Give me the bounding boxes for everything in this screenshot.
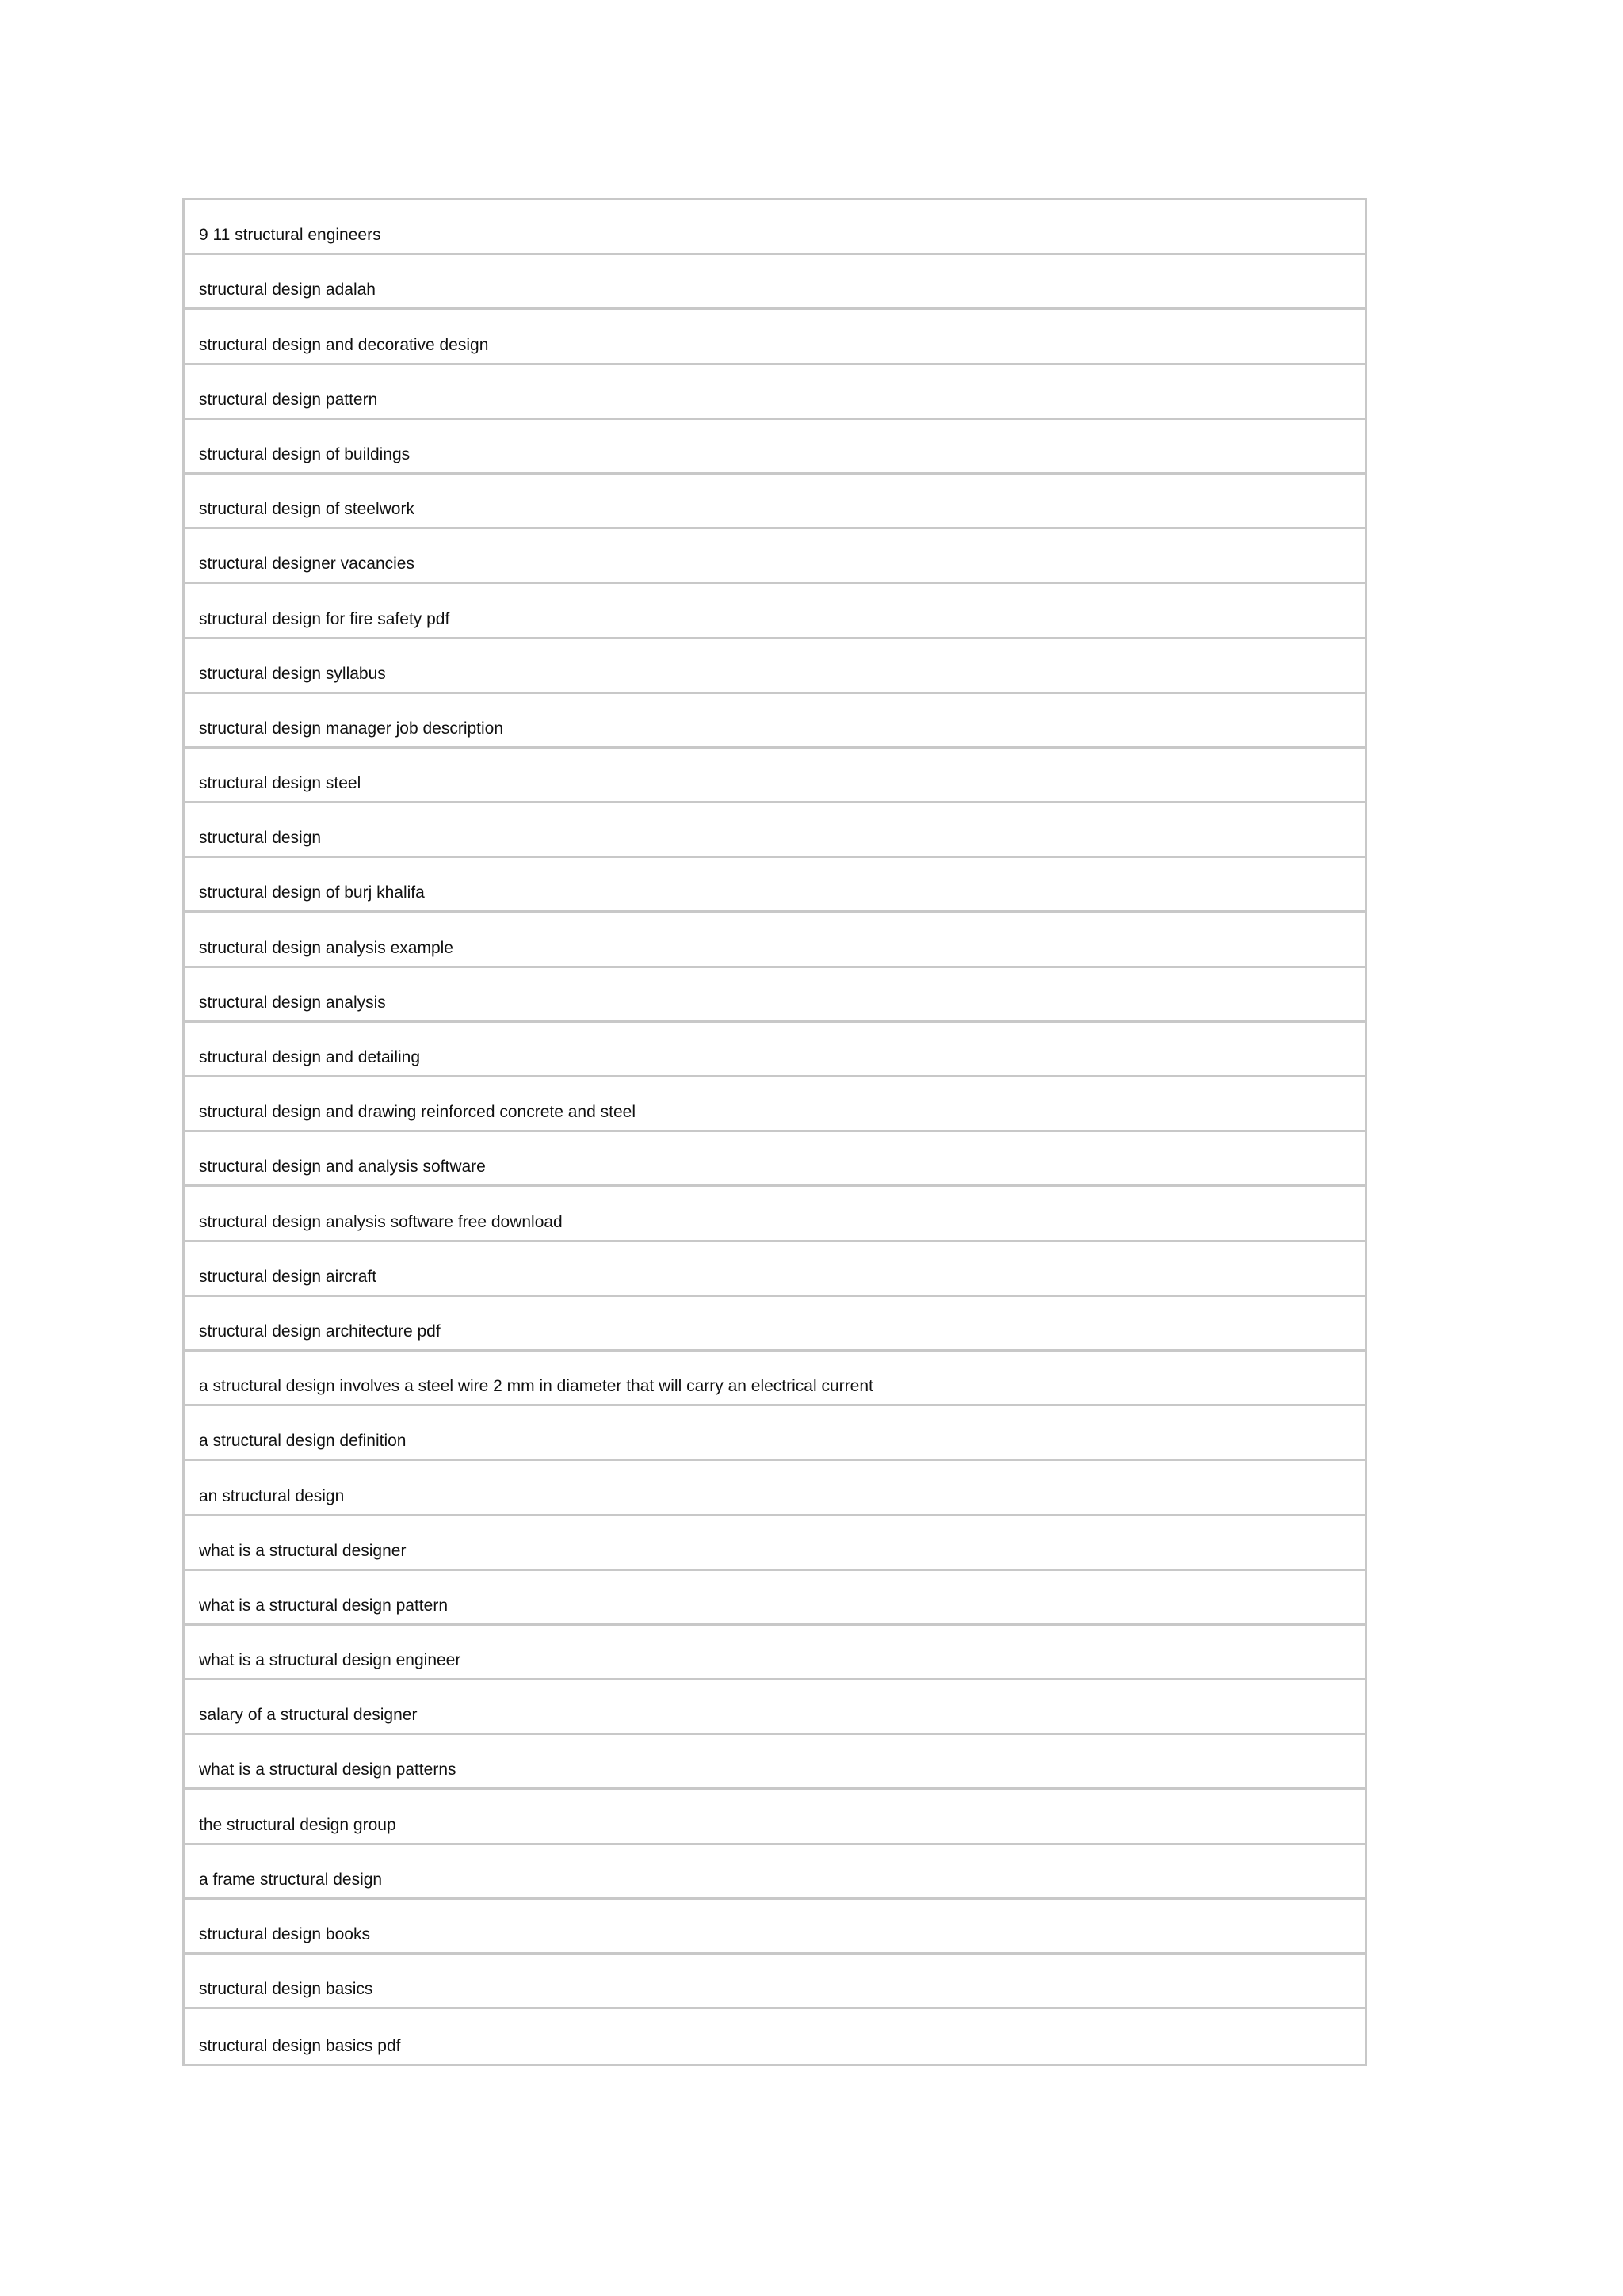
table-cell: what is a structural design patterns <box>199 1760 456 1779</box>
table-row <box>185 1516 1365 1571</box>
table-cell: structural design for fire safety pdf <box>199 609 450 628</box>
table-row <box>185 584 1365 639</box>
table-row <box>185 1735 1365 1790</box>
table-cell: structural design and detailing <box>199 1048 421 1066</box>
table-row <box>185 694 1365 749</box>
table-row <box>185 1187 1365 1241</box>
table-row <box>185 749 1365 803</box>
table-row <box>185 913 1365 967</box>
table-cell: structural design and decorative design <box>199 335 489 354</box>
table-cell: a structural design definition <box>199 1432 407 1451</box>
table-row <box>185 1242 1365 1297</box>
table-row <box>185 365 1365 420</box>
table-cell: structural design of buildings <box>199 444 411 463</box>
table-cell: structural design of burj khalifa <box>199 883 425 902</box>
table-cell: structural design books <box>199 1925 370 1943</box>
table-row <box>185 1845 1365 1900</box>
table-cell: structural design aircraft <box>199 1267 377 1286</box>
table-row <box>185 1077 1365 1132</box>
table-cell: structural design steel <box>199 774 361 793</box>
table-row <box>185 529 1365 584</box>
table-cell: an structural design <box>199 1486 345 1505</box>
table-cell: what is a structural design engineer <box>199 1651 461 1670</box>
table-cell: what is a structural designer <box>199 1541 407 1560</box>
table-row <box>185 639 1365 694</box>
table-cell: structural design and drawing reinforced concrete and steel <box>199 1103 636 1122</box>
table-row <box>185 420 1365 475</box>
table-row <box>185 1406 1365 1461</box>
table-cell: structural designer vacancies <box>199 555 414 574</box>
table-row <box>185 2009 1365 2064</box>
table-row <box>185 255 1365 310</box>
table-cell: salary of a structural designer <box>199 1706 418 1725</box>
table-cell: structural design basics pdf <box>199 2037 401 2056</box>
table-cell: 9 11 structural engineers <box>199 226 381 245</box>
table-cell: structural design syllabus <box>199 664 386 683</box>
table-cell: structural design architecture pdf <box>199 1322 441 1341</box>
table-row <box>185 858 1365 913</box>
table-cell: structural design manager job description <box>199 719 504 738</box>
table-cell: structural design adalah <box>199 280 376 299</box>
table-row <box>185 1132 1365 1187</box>
table-row <box>185 1352 1365 1406</box>
table-row <box>185 1571 1365 1626</box>
table-row <box>185 1023 1365 1077</box>
table-cell: structural design analysis <box>199 993 386 1012</box>
table-cell: structural design of steelwork <box>199 500 414 519</box>
table-cell: a frame structural design <box>199 1870 383 1889</box>
table-cell: the structural design group <box>199 1815 396 1834</box>
table-row <box>185 1461 1365 1516</box>
table-row <box>185 475 1365 529</box>
table-cell: structural design and analysis software <box>199 1158 486 1177</box>
table-cell: structural design <box>199 829 322 848</box>
table-cell: structural design analysis software free download <box>199 1212 563 1231</box>
table-row <box>185 1297 1365 1352</box>
table-row <box>185 803 1365 858</box>
table-row <box>185 968 1365 1023</box>
keyword-table <box>182 198 1367 2066</box>
table-cell: structural design pattern <box>199 390 378 409</box>
table-row <box>185 1955 1365 2009</box>
table-row <box>185 1626 1365 1680</box>
table-row <box>185 200 1365 255</box>
table-row <box>185 1900 1365 1955</box>
table-row <box>185 310 1365 364</box>
table-row <box>185 1790 1365 1844</box>
table-cell: what is a structural design pattern <box>199 1596 448 1615</box>
table-cell: structural design analysis example <box>199 938 453 957</box>
table-cell: a structural design involves a steel wire 2 mm in diameter that will carry an electrical current <box>199 1377 873 1396</box>
table-row <box>185 1680 1365 1735</box>
table-cell: structural design basics <box>199 1980 373 1999</box>
